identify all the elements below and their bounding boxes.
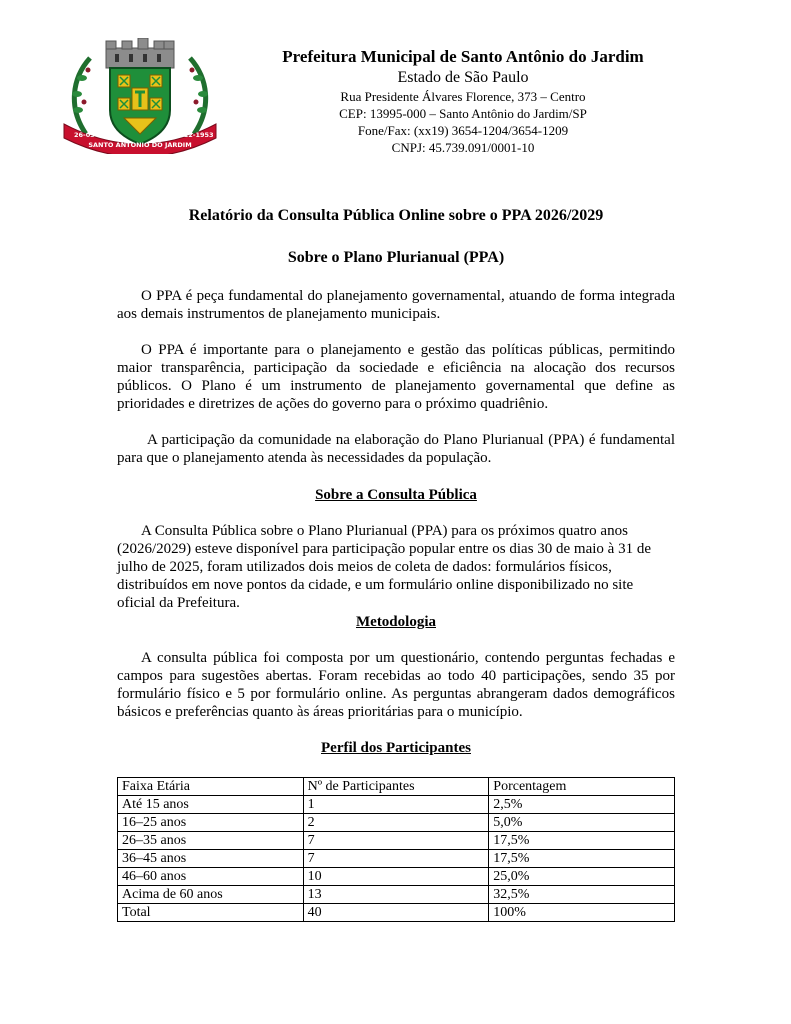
cell-age-range: 16–25 anos	[118, 814, 304, 832]
address-line: Rua Presidente Álvares Florence, 373 – Centro	[340, 89, 586, 104]
organization-name: Prefeitura Municipal de Santo Antônio do Jardim	[282, 47, 644, 66]
cell-percentage: 17,5%	[489, 832, 675, 850]
cell-participants: 7	[303, 850, 489, 868]
column-header-participants: Nº de Participantes	[303, 778, 489, 796]
organization-info	[250, 46, 676, 156]
table-row	[118, 814, 675, 832]
section-heading-ppa: Sobre o Plano Plurianual (PPA)	[287, 249, 505, 266]
cell-participants: 13	[303, 886, 489, 904]
cell-age-range: 26–35 anos	[118, 832, 304, 850]
cell-percentage: 32,5%	[489, 886, 675, 904]
cell-age-range: Total	[118, 904, 304, 922]
cell-percentage: 25,0%	[489, 868, 675, 886]
cell-percentage: 100%	[489, 904, 675, 922]
cell-participants: 1	[303, 796, 489, 814]
cell-participants: 40	[303, 904, 489, 922]
table-header-row	[118, 778, 675, 796]
crest-ribbon-center: SANTO ANTONIO DO JARDIM	[88, 141, 192, 149]
letterhead	[60, 36, 732, 166]
table-row	[118, 886, 675, 904]
paragraph-consulta: A Consulta Pública sobre o Plano Plurianual (PPA) para os próximos quatro anos (2026/2029) esteve disponível para participação popular entre os dias 30 de maio à 31 de julho de 2025, foram utilizados dois meios de coleta de dados: formulários físicos, distribuídos em nove pontos da cidade, e um formulário online disponibilizado no site oficial da Prefeitura.	[117, 523, 651, 611]
paragraph-metodologia: A consulta pública foi composta por um questionário, contendo perguntas fechadas e campos para sugestões abertas. Foram recebidas ao todo 40 participações, sendo 35 por formulário físico e 5 por formulário online. As perguntas abrangeram dados demográficos básicos e preferências quanto às áreas prioritárias para o município.	[117, 650, 675, 720]
table-row	[118, 868, 675, 886]
report-title: Relatório da Consulta Pública Online sobre o PPA 2026/2029	[188, 207, 604, 224]
paragraph-community-participation: A participação da comunidade na elaboração do Plano Plurianual (PPA) é fundamental para que o planejamento atenda às necessidades da população.	[117, 432, 675, 466]
cell-percentage: 2,5%	[489, 796, 675, 814]
state-name: Estado de São Paulo	[397, 69, 529, 86]
cell-age-range: 46–60 anos	[118, 868, 304, 886]
cell-age-range: Até 15 anos	[118, 796, 304, 814]
table-row-total	[118, 904, 675, 922]
cell-percentage: 5,0%	[489, 814, 675, 832]
crest-ribbon-left: 26-03-1951	[74, 131, 116, 139]
table-row	[118, 832, 675, 850]
column-header-age-range: Faixa Etária	[118, 778, 304, 796]
cell-age-range: Acima de 60 anos	[118, 886, 304, 904]
section-heading-perfil: Perfil dos Participantes	[321, 740, 471, 756]
section-heading-consulta: Sobre a Consulta Pública	[315, 487, 477, 503]
paragraph-ppa-importance: O PPA é importante para o planejamento e gestão das políticas públicas, permitindo maior transparência, participação da sociedade e eficiência na alocação dos recursos públicos. O Plano é um instrumento de planejamento governamental que define as prioridades e diretrizes de ações do governo para o próximo quadriênio.	[117, 342, 675, 412]
paragraph-ppa-intro: O PPA é peça fundamental do planejamento governamental, atuando de forma integrada aos demais instrumentos de planejamento municipais.	[117, 288, 675, 322]
participants-age-table	[117, 777, 675, 922]
cell-participants: 7	[303, 832, 489, 850]
cell-participants: 2	[303, 814, 489, 832]
cell-percentage: 17,5%	[489, 850, 675, 868]
cell-participants: 10	[303, 868, 489, 886]
table-row	[118, 796, 675, 814]
report-body	[117, 206, 675, 922]
phone-line: Fone/Fax: (xx19) 3654-1204/3654-1209	[357, 123, 569, 138]
municipal-crest-logo	[60, 38, 220, 154]
table-row	[118, 850, 675, 868]
cell-age-range: 36–45 anos	[118, 850, 304, 868]
column-header-percentage: Porcentagem	[489, 778, 675, 796]
cep-line: CEP: 13995-000 – Santo Antônio do Jardim/SP	[339, 106, 587, 121]
crest-ribbon-right: 30-12-1953	[172, 131, 214, 139]
cnpj-line: CNPJ: 45.739.091/0001-10	[391, 140, 535, 155]
section-heading-metodologia: Metodologia	[356, 614, 436, 630]
